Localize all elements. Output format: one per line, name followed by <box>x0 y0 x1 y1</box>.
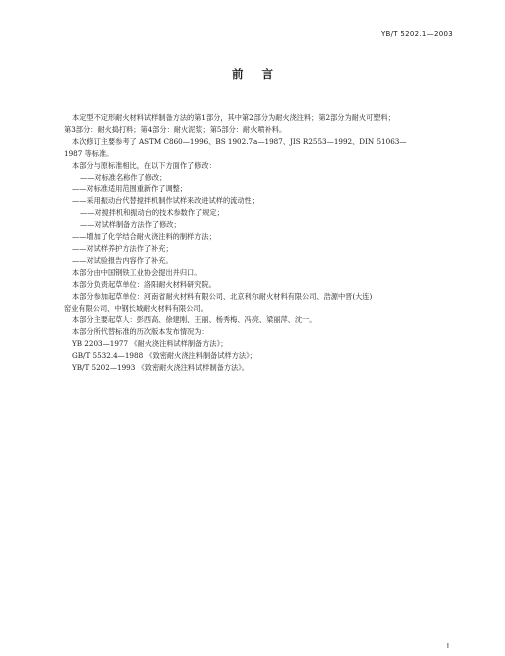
text-line: 本部分主要起草人：彭西高、徐建刚、王丽、杨秀梅、冯亮、梁丽萍、沈一。 <box>72 315 317 325</box>
text-line: 窑业有限公司、中钢长城耐火材料有限公司。 <box>64 303 208 313</box>
text-line: 本部分负责起草单位：洛阳耐火材料研究院。 <box>72 279 216 289</box>
text-line: ——对试样养护方法作了补充； <box>72 243 173 253</box>
text-line: 本次修订主要参考了 ASTM C860—1996、BS 1902.7a—1987、JIS R2553—1992、DIN 51063— <box>72 136 407 146</box>
text-line: 本部分参加起草单位：河南省耐火材料有限公司、北京利尔耐火材料有限公司、浩源中晋(大连) <box>72 291 373 301</box>
text-line: ——对试验报告内容作了补充。 <box>72 255 173 265</box>
text-line: YB 2203—1977 《耐火浇注料试样制备方法》； <box>72 339 228 349</box>
standard-code: YB/T 5202.1—2003 <box>380 30 453 38</box>
body-text <box>64 112 452 374</box>
text-line: ——对搅拌机和振动台的技术参数作了规定； <box>80 208 224 218</box>
text-line: ——对试样制备方法作了修改； <box>80 220 181 230</box>
text-line: 第3部分：耐火捣打料；第4部分：耐火泥浆；第5部分：耐火喷补料。 <box>64 124 287 134</box>
text-line: YB/T 5202—1993 《致密耐火浇注料试样制备方法》。 <box>72 363 249 373</box>
page-number: Ⅰ <box>446 642 449 650</box>
text-line: ——对标准名称作了修改； <box>80 172 167 182</box>
text-line: GB/T 5532.4—1988 《致密耐火浇注料制备试样方法》； <box>72 351 257 361</box>
text-line: 本定型不定形耐火材料试样制备方法的第1部分，其中第2部分为耐火浇注料；第2部分为耐火可塑料； <box>72 113 395 122</box>
text-line: ——增加了化学结合耐火浇注料的制样方法； <box>72 232 216 242</box>
text-line: 本部分所代替标准的历次版本发布情况为： <box>72 327 209 337</box>
page-title: 前言 <box>232 67 291 81</box>
text-line: 本部分由中国钢铁工业协会提出并归口。 <box>72 267 202 277</box>
text-line: ——采用振动台代替搅拌机制作试样来改进试样的流动性； <box>72 196 259 206</box>
text-line: ——对标准适用范围重新作了调整； <box>72 184 188 194</box>
text-line: 1987 等标准。 <box>64 148 114 158</box>
text-line: 本部分与原标准相比，在以下方面作了修改： <box>72 160 216 170</box>
